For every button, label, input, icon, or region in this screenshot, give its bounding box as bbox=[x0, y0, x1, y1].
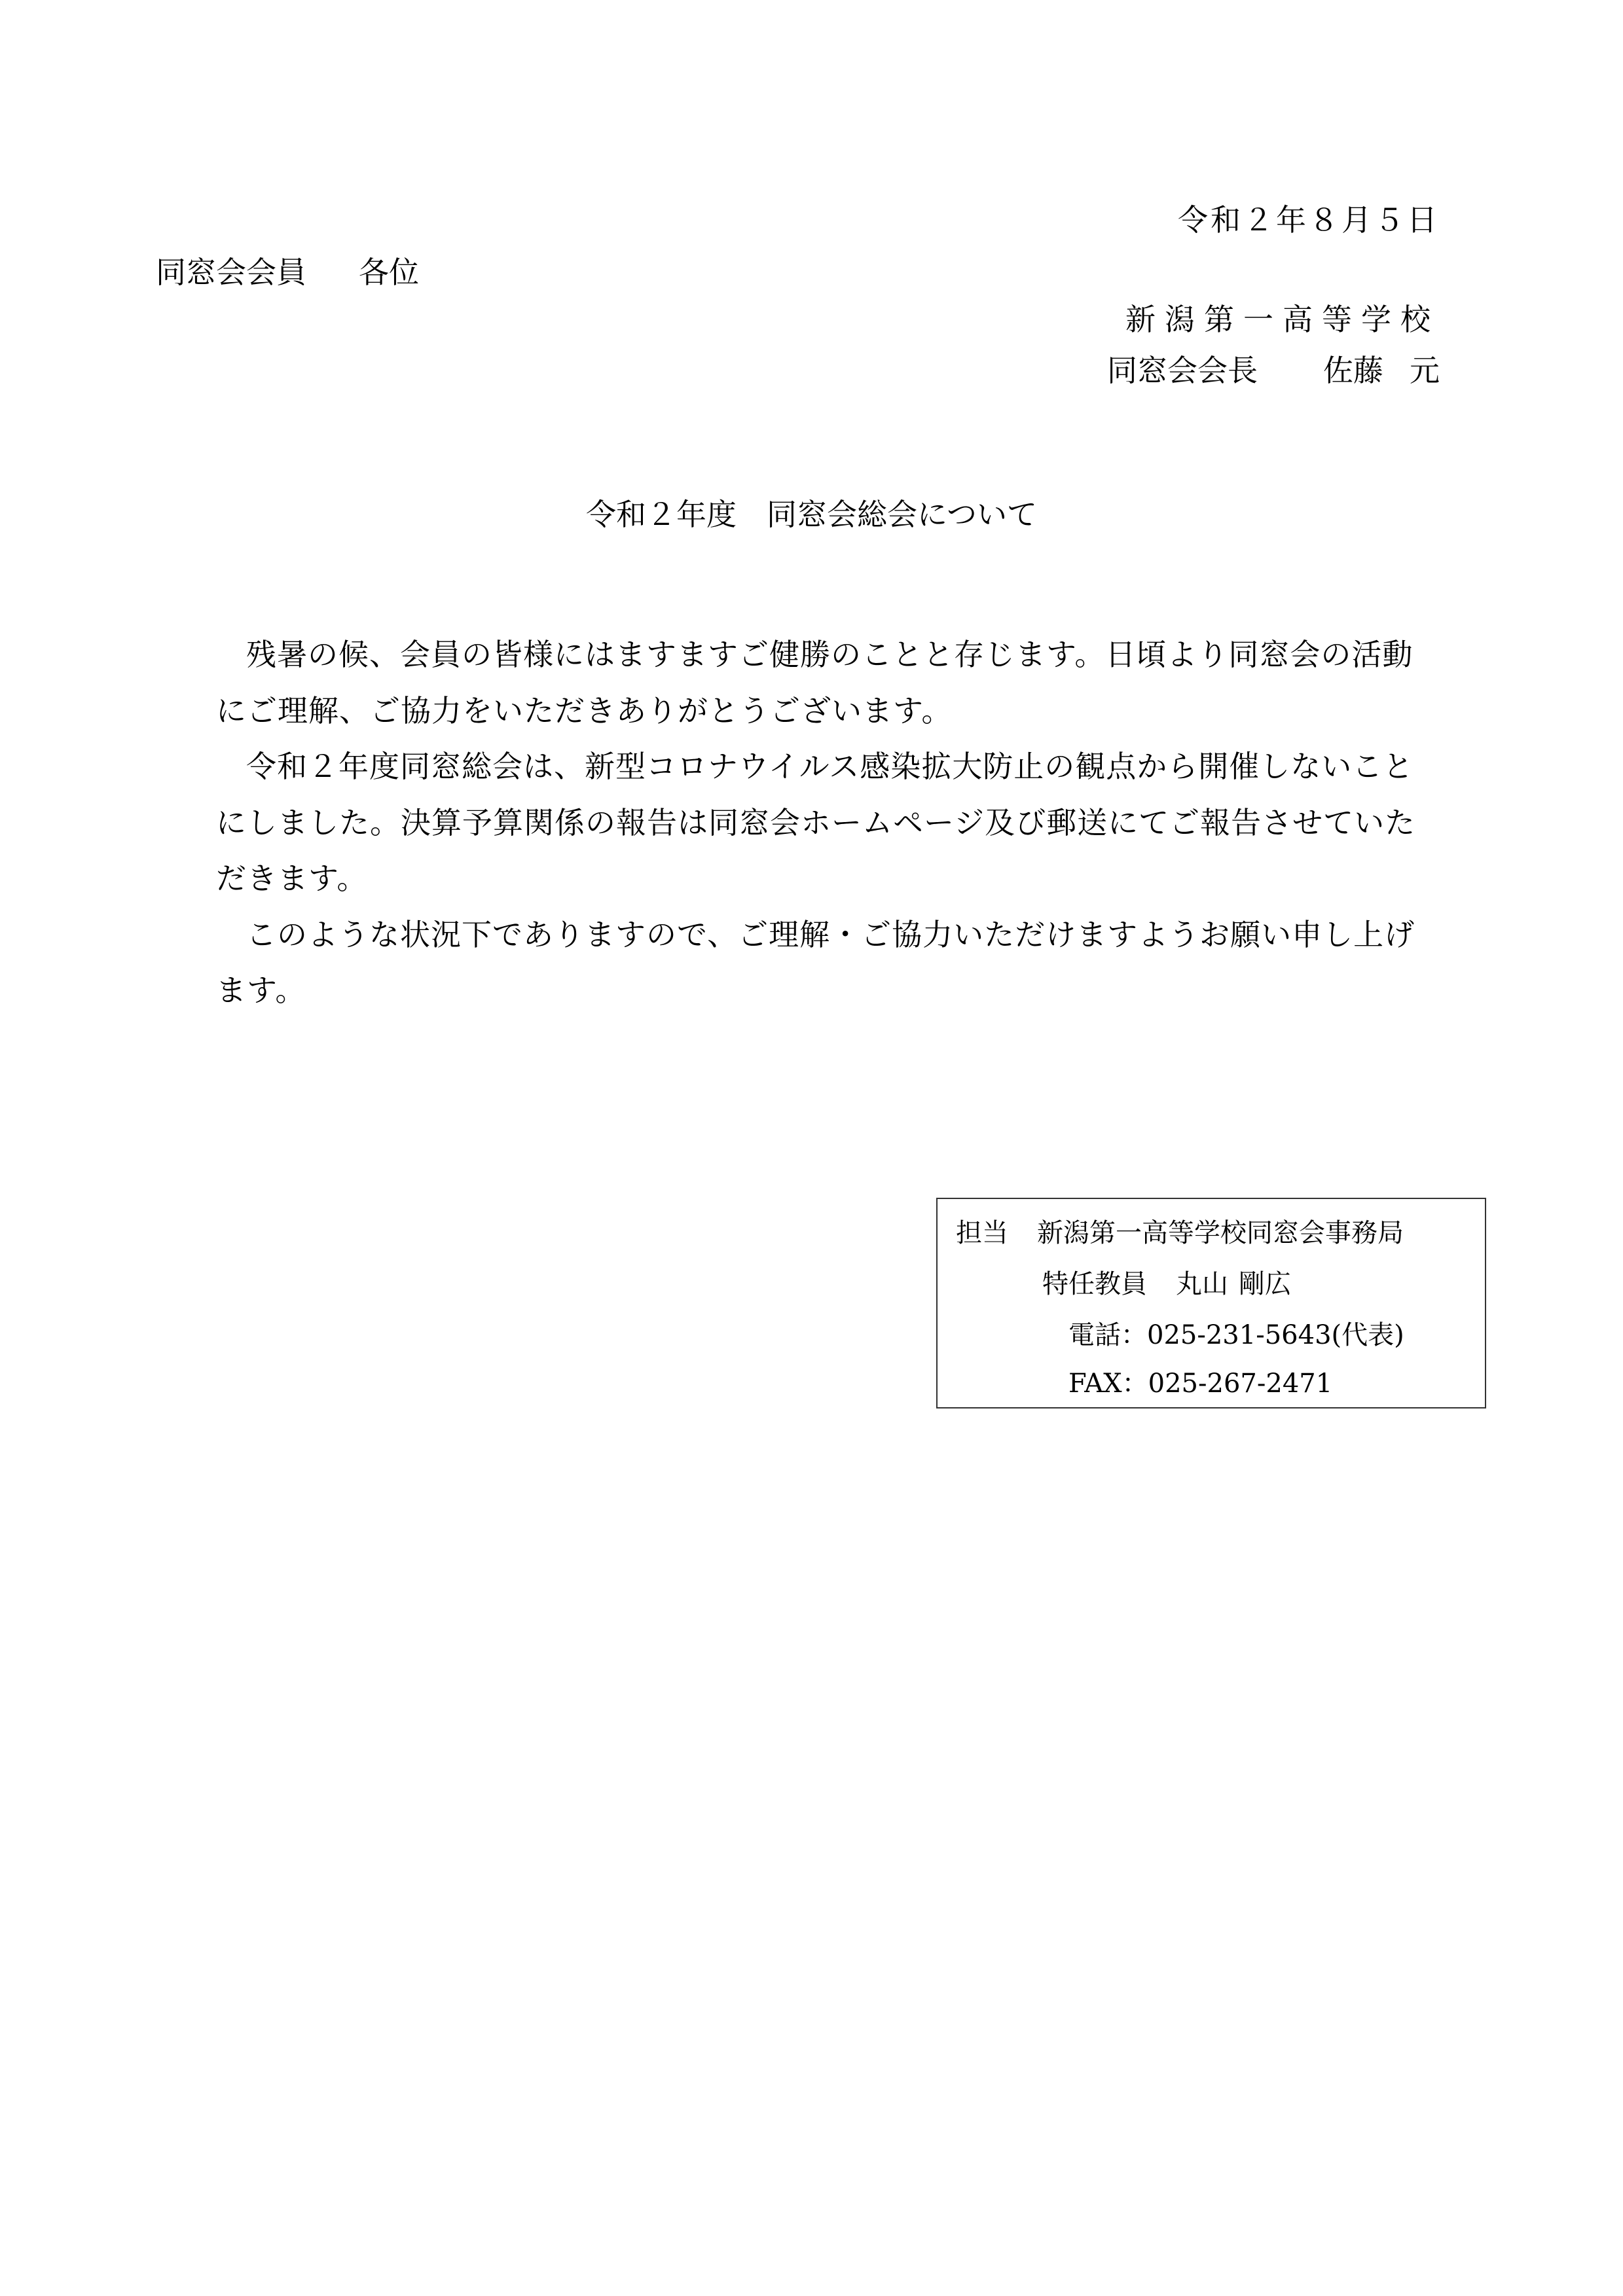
title-year: 令和２年度 bbox=[585, 497, 737, 532]
sender bbox=[1107, 347, 1440, 390]
contact-given-name: 剛広 bbox=[1239, 1269, 1291, 1299]
contact-role: 特任教員 bbox=[1042, 1269, 1147, 1299]
sender-title: 同窓会会長 bbox=[1107, 353, 1258, 388]
contact-phone: 電話：025-231-5643(代表) bbox=[1068, 1320, 1404, 1350]
recipient bbox=[156, 249, 419, 292]
document-date: 令和２年８月５日 bbox=[1178, 202, 1440, 238]
body-paragraph-3: このような状況下でありますので、ご理解・ご協力いただけますようお願い申し上げます。 bbox=[216, 916, 1415, 1009]
recipient-name: 同窓会会員 bbox=[156, 255, 306, 290]
contact-office: 新潟第一高等学校同窓会事務局 bbox=[1037, 1218, 1404, 1248]
sender-school: 新潟第一高等学校 bbox=[1125, 302, 1440, 337]
contact-label: 担当 bbox=[956, 1218, 1008, 1248]
contact-office-line bbox=[956, 1212, 1404, 1249]
sender-surname: 佐藤 bbox=[1323, 353, 1383, 388]
contact-person-line bbox=[1042, 1263, 1291, 1300]
contact-fax: FAX：025-267-2471 bbox=[1068, 1369, 1333, 1399]
body-text bbox=[216, 627, 1434, 1019]
title-subject: 同窓会総会について bbox=[766, 497, 1038, 532]
body-paragraph-1: 残暑の候、会員の皆様にはますますご健勝のことと存じます。日頃より同窓会の活動にご理解、ご協力をいただきありがとうございます。 bbox=[216, 637, 1413, 728]
document-title bbox=[0, 491, 1623, 534]
body-paragraph-2: 令和２年度同窓総会は、新型コロナウイルス感染拡大防止の観点から開催しないことにしました。決算予算関係の報告は同窓会ホームページ及び郵送にてご報告させていただきます。 bbox=[216, 749, 1416, 897]
recipient-suffix: 各位 bbox=[359, 255, 419, 290]
contact-surname: 丸山 bbox=[1176, 1269, 1228, 1299]
sender-given-name: 元 bbox=[1410, 353, 1440, 388]
contact-box bbox=[936, 1198, 1486, 1408]
